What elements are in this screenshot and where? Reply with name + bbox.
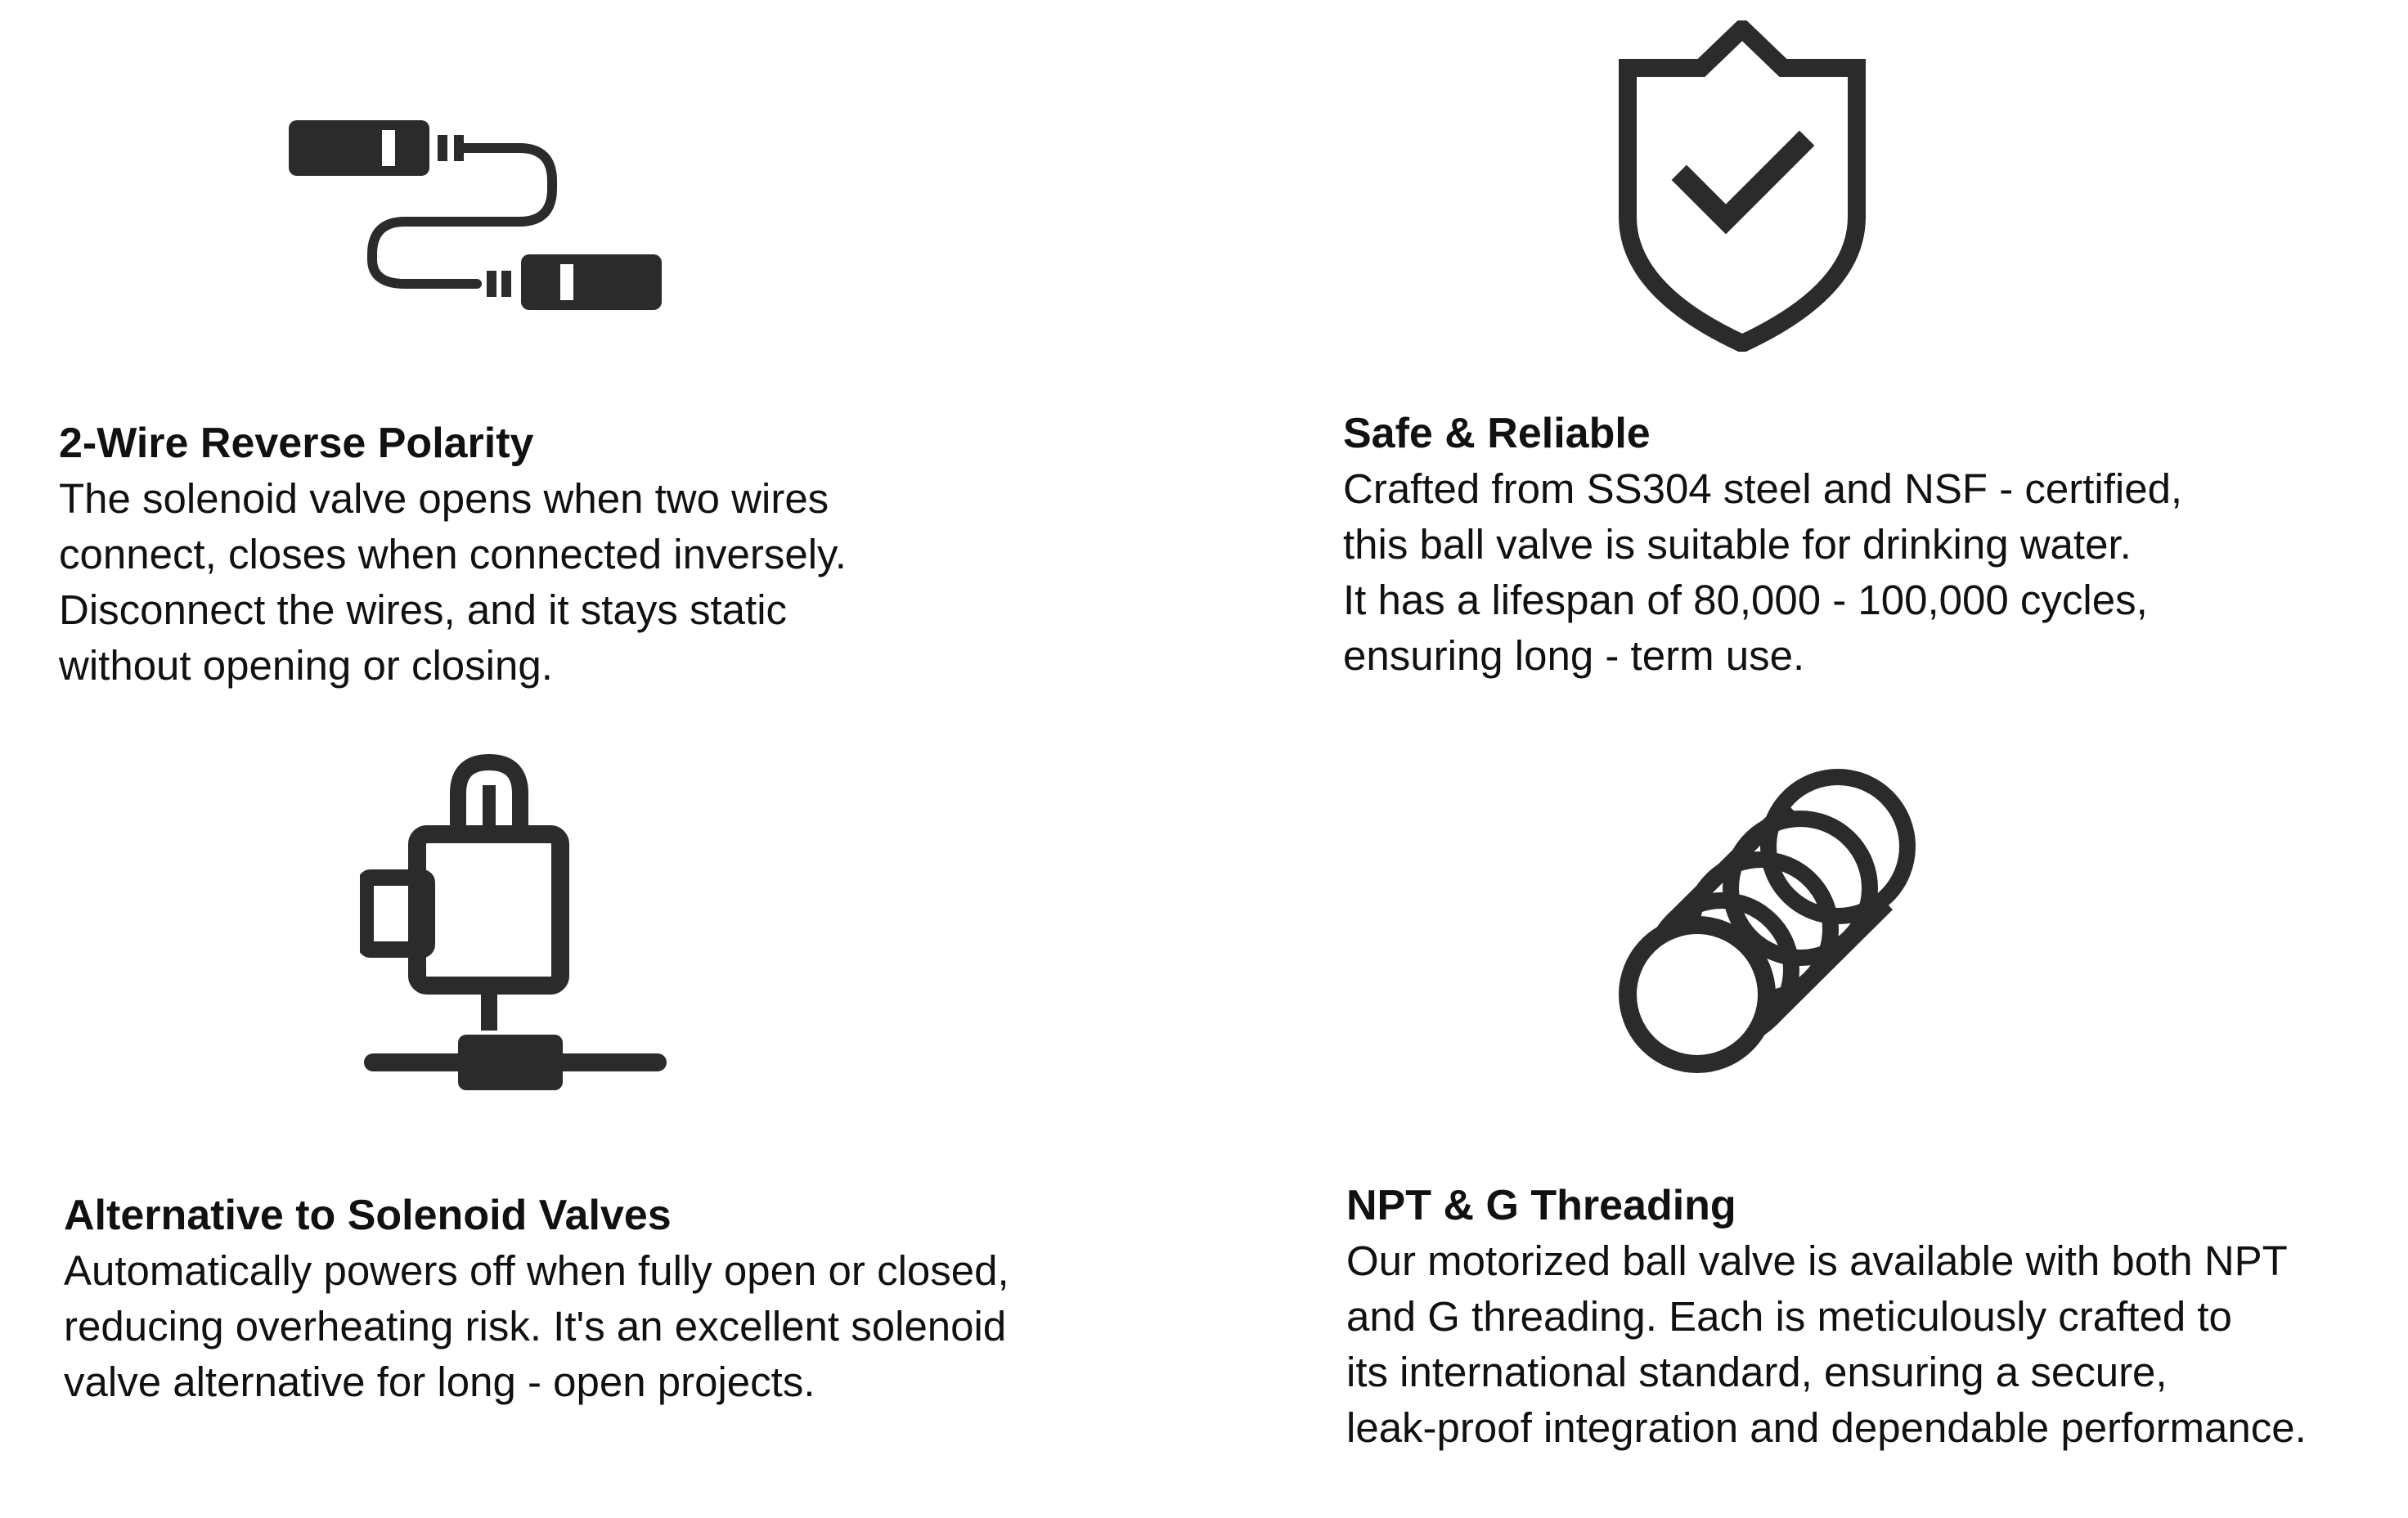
feature-description-line: The solenoid valve opens when two wires <box>59 475 829 522</box>
feature-description-line: reducing overheating risk. It's an excellent solenoid <box>64 1303 1007 1350</box>
feature-title: Safe & Reliable <box>1343 410 1651 457</box>
feature-description-line: without opening or closing. <box>59 642 553 689</box>
feature-description-line: Our motorized ball valve is available with both NPT <box>1346 1237 2288 1284</box>
wire-connector-icon <box>282 110 675 315</box>
feature-wire-polarity <box>59 415 847 694</box>
feature-description-line: leak-proof integration and dependable performance. <box>1346 1404 2307 1451</box>
feature-safe-reliable <box>1343 406 2182 684</box>
feature-description-line: Disconnect the wires, and it stays static <box>59 586 788 633</box>
thread-pipe-icon <box>1607 769 1926 1096</box>
valve-actuator-icon <box>360 752 671 1096</box>
feature-title: Alternative to Solenoid Valves <box>64 1192 672 1239</box>
feature-solenoid-alternative <box>64 1188 1009 1410</box>
feature-threading <box>1346 1178 2307 1456</box>
feature-description-line: this ball valve is suitable for drinking water. <box>1343 521 2132 568</box>
feature-description-line: Automatically powers off when fully open or closed, <box>64 1247 1009 1294</box>
feature-title: NPT & G Threading <box>1346 1182 1736 1229</box>
feature-description-line: It has a lifespan of 80,000 - 100,000 cycles, <box>1343 577 2148 623</box>
feature-description-line: valve alternative for long - open projects. <box>64 1359 815 1405</box>
feature-description-line: its international standard, ensuring a secure, <box>1346 1349 2168 1395</box>
feature-description-line: and G threading. Each is meticulously crafted to <box>1346 1293 2232 1340</box>
shield-check-icon <box>1611 20 1873 352</box>
feature-description-line: Crafted from SS304 steel and NSF - certified, <box>1343 465 2183 512</box>
feature-description-line: ensuring long - term use. <box>1343 632 1805 679</box>
feature-title: 2-Wire Reverse Polarity <box>59 420 534 467</box>
feature-description-line: connect, closes when connected inversely. <box>59 531 847 577</box>
